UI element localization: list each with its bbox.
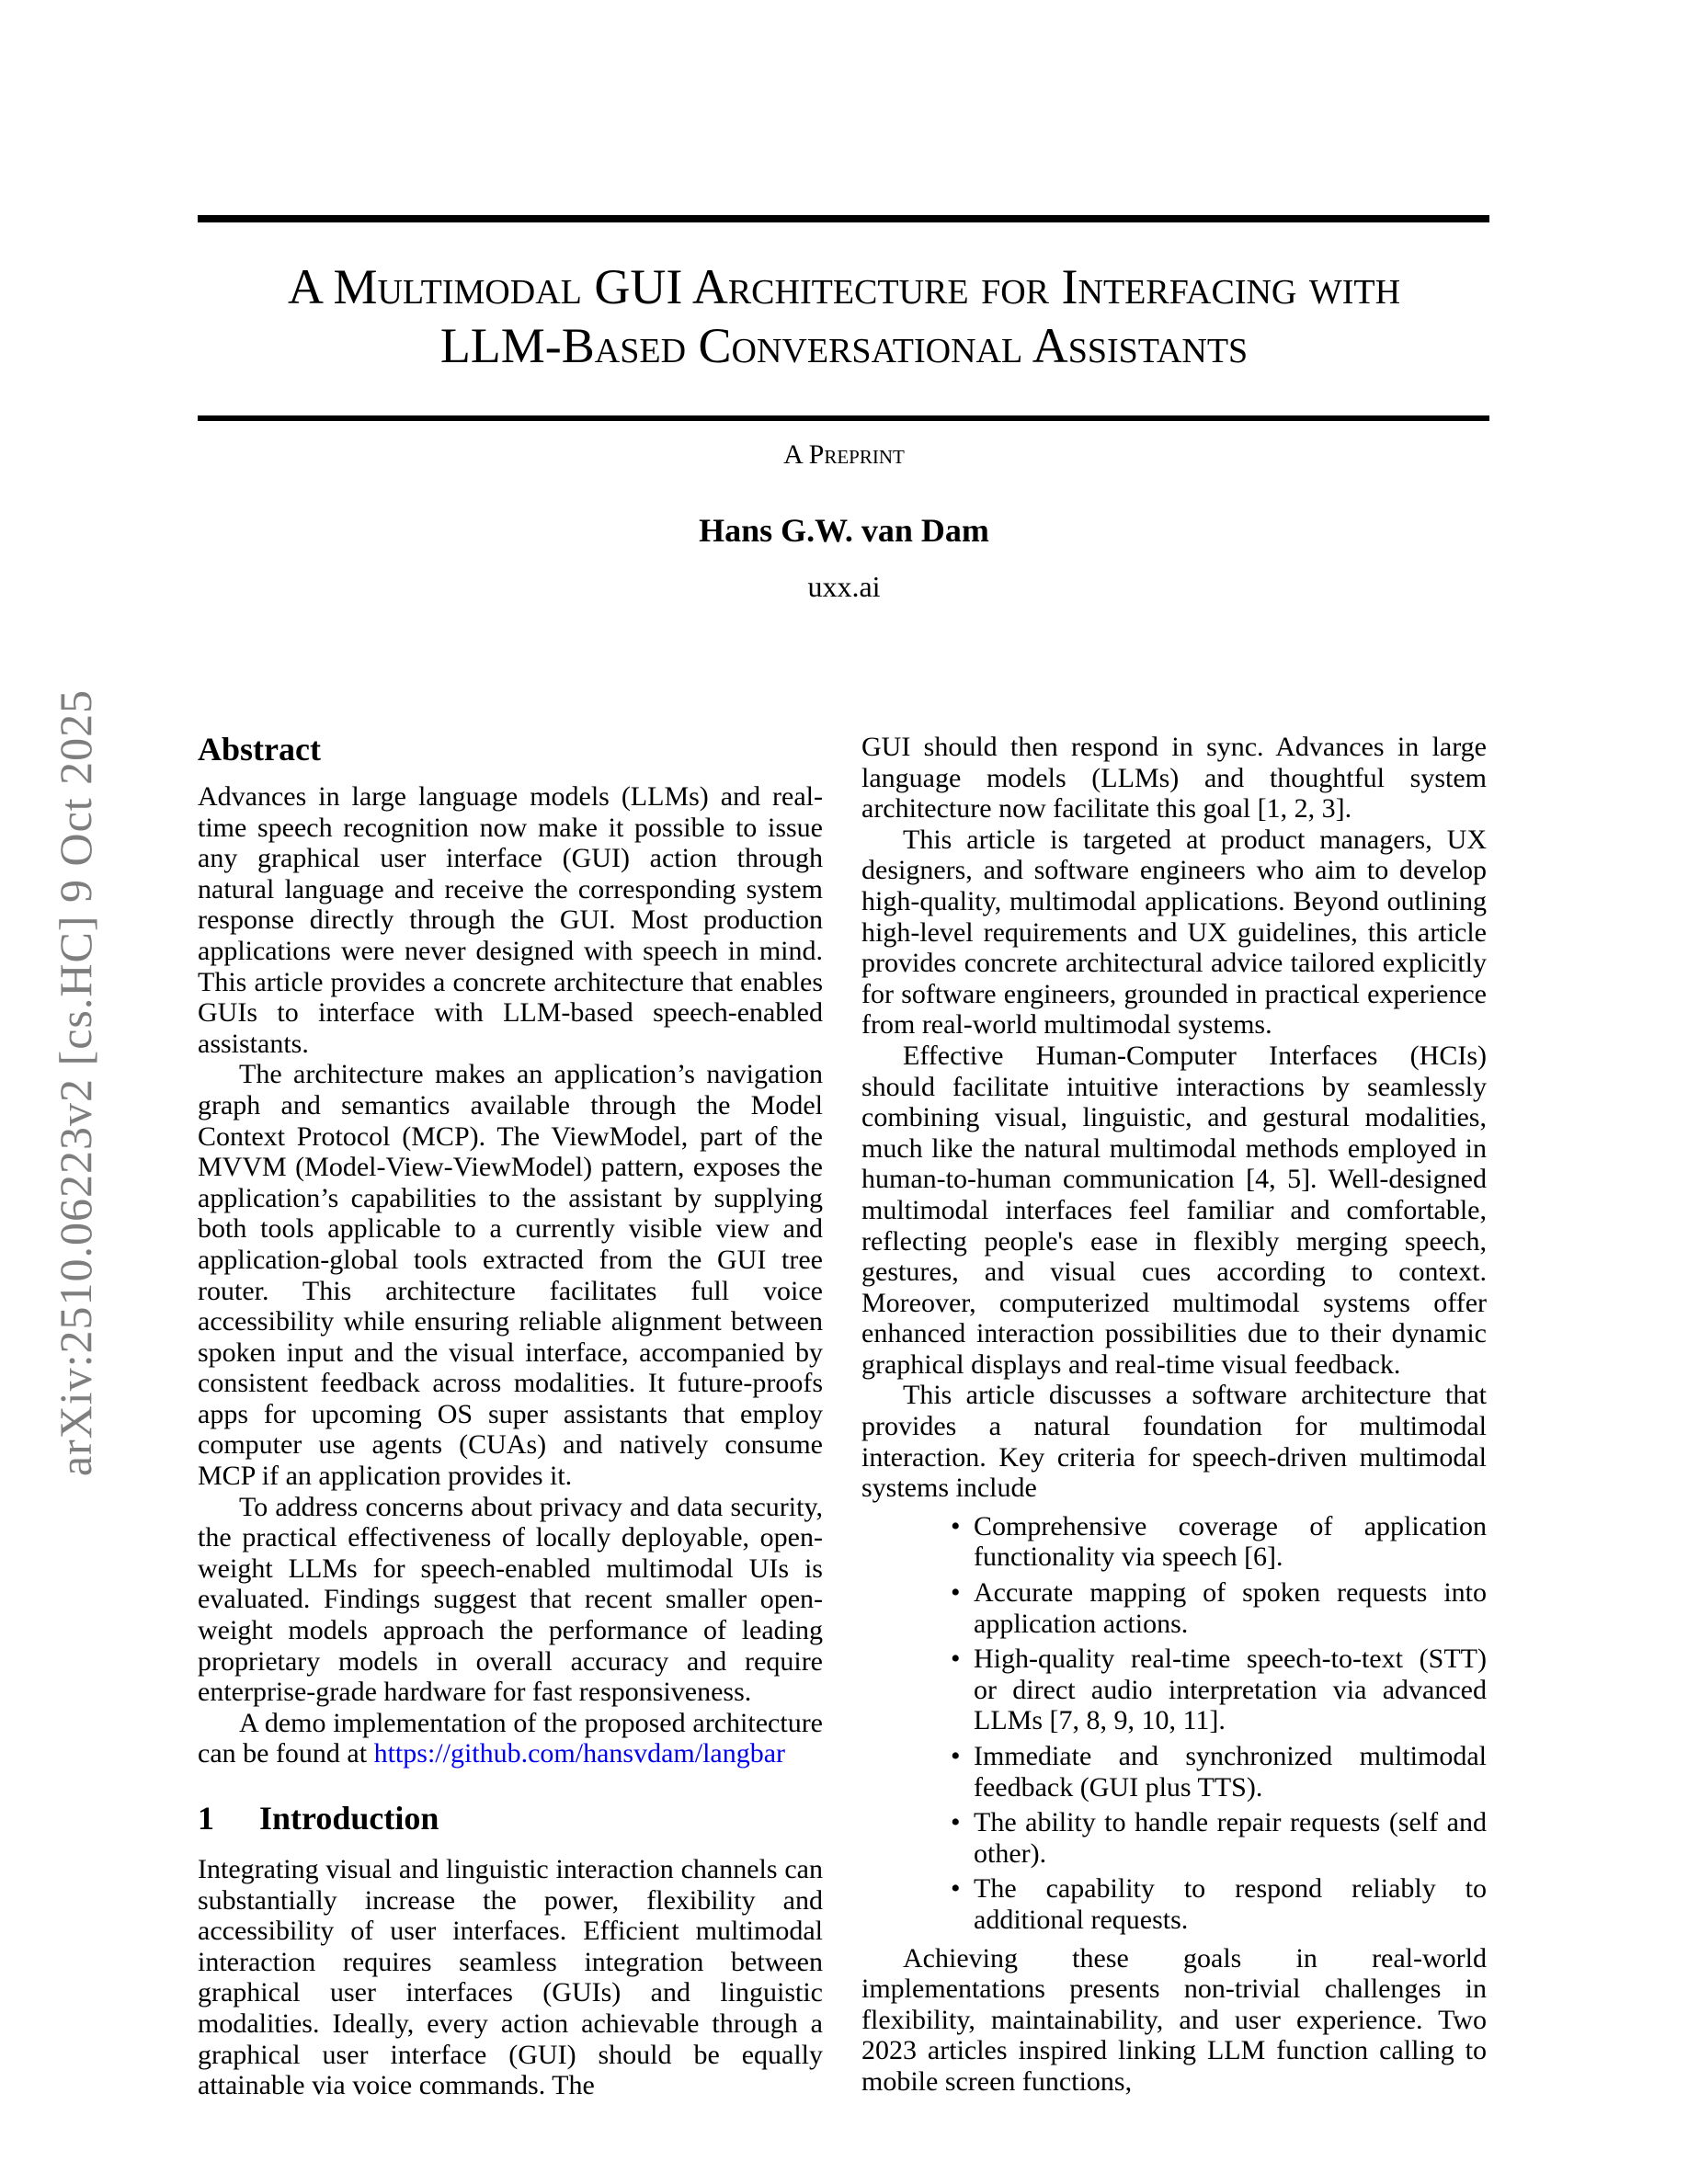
introduction-paragraph-continuation: GUI should then respond in sync. Advances in large language models (LLMs) and thoughtful system architecture now facilitate this goal [1, 2, 3]. [861,732,1487,825]
audience-paragraph: This article is targeted at product managers, UX designers, and software engineers who aim to develop high-quality, multimodal applications. Beyond outlining high-level requirements and UX guidelines, this article provides concrete architectural advice tailored explicitly for software engineers, grounded in practical experience from real-world multimodal systems. [861,824,1487,1041]
author-name: Hans G.W. van Dam [699,512,989,549]
introduction-paragraph-left: Integrating visual and linguistic interaction channels can substantially increase the power, flexibility and accessibility of user interfaces. Efficient multimodal interaction requires seamless integration between graphical user interfaces (GUIs) and linguistic modalities. Ideally, every action achievable through a graphical user interface (GUI) should be equally attainable via voice commands. The [198,1854,823,2101]
criteria-item-stt: • High-quality real-time speech-to-text (STT) or direct audio interpretation via advanced LLMs [7, 8, 9, 10, 11]. [861,1644,1487,1736]
criteria-item-additional: • The capability to respond reliably to additional requests. [861,1873,1487,1935]
criteria-list [861,1511,1487,1936]
abstract-paragraph-1: Advances in large language models (LLMs) and real-time speech recognition now make it possible to issue any graphical user interface (GUI) action through natural language and receive the corresponding system response directly through the GUI. Most production applications were never designed with speech in mind. This article provides a concrete architecture that enables GUIs to interface with LLM-based speech-enabled assistants. [198,781,823,1059]
arxiv-watermark: arXiv:2510.06223v2 [cs.HC] 9 Oct 2025 [50,688,101,1477]
paper-title [173,257,1515,375]
abstract-heading: Abstract [198,731,321,768]
introduction-section-heading [198,1801,823,1836]
github-repo-link[interactable]: https://github.com/hansvdam/langbar [373,1738,786,1769]
hci-paragraph: Effective Human-Computer Interfaces (HCIs) should facilitate intuitive interactions by seamlessly combining visual, linguistic, and gestural modalities, much like the natural multimodal methods employed in human-to-human communication [4, 5]. Well-designed multimodal interfaces feel familiar and comfortable, reflecting people's ease in flexibly merging speech, gestures, and visual cues according to context. Moreover, computerized multimodal systems offer enhanced interaction possibilities due to their dynamic graphical displays and real-time visual feedback. [861,1040,1487,1380]
paper-title-line2: LLM-Based Conversational Assistants [439,318,1249,373]
right-column [861,732,1487,2098]
top-rule [198,215,1489,222]
section-title: Introduction [259,1800,439,1837]
criteria-item-repair: • The ability to handle repair requests (self and other). [861,1807,1487,1869]
criteria-item-feedback: • Immediate and synchronized multimodal feedback (GUI plus TTS). [861,1741,1487,1803]
abstract-paragraph-3: To address concerns about privacy and data security, the practical effectiveness of locally deployable, open-weight LLMs for speech-enabled multimodal UIs is evaluated. Findings suggest that recent smaller open-weight models approach the performance of leading proprietary models in overall accuracy and require enterprise-grade hardware for fast responsiveness. [198,1491,823,1708]
section-number: 1 [198,1800,214,1837]
challenges-paragraph: Achieving these goals in real-world implementations presents non-trivial challenges in flexibility, maintainability, and user experience. Two 2023 articles inspired linking LLM function calling to mobile screen functions, [861,1942,1487,2097]
abstract-demo-paragraph [198,1708,823,1769]
abstract-paragraph-2: The architecture makes an application’s navigation graph and semantics available through the Model Context Protocol (MCP). The ViewModel, part of the MVVM (Model-View-ViewModel) pattern, exposes the application’s capabilities to the assistant by supplying both tools applicable to a currently visible view and application-global tools extracted from the GUI tree router. This architecture facilitates full voice accessibility while ensuring reliable alignment between spoken input and the visual interface, accompanied by consistent feedback across modalities. It future-proofs apps for upcoming OS super assistants that employ computer use agents (CUAs) and natively consume MCP if an application provides it. [198,1059,823,1492]
preprint-label: A Preprint [783,439,905,470]
left-column [198,732,823,2101]
mid-rule [198,415,1489,421]
paper-title-line1: A Multimodal GUI Architecture for Interfacing with [287,259,1401,314]
criteria-item-coverage: • Comprehensive coverage of application functionality via speech [6]. [861,1511,1487,1573]
author-affiliation: uxx.ai [807,570,881,603]
demo-text: A demo implementation of the proposed architecture can be found at [198,1707,823,1769]
criteria-intro-paragraph: This article discusses a software architecture that provides a natural foundation for multimodal interaction. Key criteria for speech-driven multimodal systems include [861,1380,1487,1504]
criteria-item-mapping: • Accurate mapping of spoken requests into application actions. [861,1577,1487,1639]
